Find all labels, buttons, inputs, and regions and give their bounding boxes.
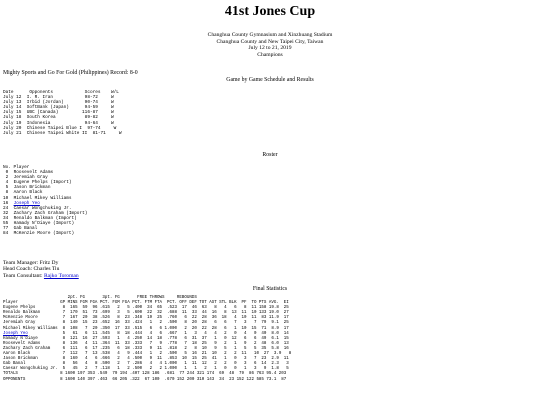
- stats-player: Eugene Phelps: [3, 306, 61, 311]
- stats-totals-row: TOTALS 8 1600 197 353 .549 79 194 .407 128 186 .681 77 244 321 174 69 48 79 86 763 95.4 203: [3, 372, 287, 377]
- stats-player: Michael Mikey Williams: [3, 326, 61, 331]
- stats-values: 8 56 4 8 .500 2 7 .286 4 4 1.000 1 11 12 2 2 0 3 6 14 2.3 3: [60, 362, 289, 367]
- stats-row: [3, 337, 289, 341]
- stats-row: [3, 352, 291, 356]
- stats-values: 5 61 6 11 .545 8 18 .444 4 6 .667 1 3 4 4 2 0 4 0 40 8.0 14: [27, 331, 289, 336]
- stats-values: 5 45 2 7 .118 1 2 .500 2 2 1.000 1 1 2 1 0 0 1 3 9 1.8 5: [60, 367, 289, 372]
- roster-player: Hamady N'Diaye (Import): [13, 221, 75, 227]
- venue-block: [0, 32, 540, 58]
- roster-player: Aaron Black: [13, 190, 43, 196]
- roster-player: Michael Mikey Williams: [13, 195, 72, 201]
- staff-block: [3, 260, 79, 279]
- stats-row: [3, 367, 289, 371]
- stats-row: [3, 306, 289, 310]
- stats-header-line: Player GP MINS FGM FGA PCT. FGM FGA PCT. FTM FTA PCT. OFF DEF TOT AST STL BLK PF TO PTS AVG. EI: [3, 301, 289, 306]
- team-consultant-label: Team Consultant:: [3, 272, 44, 279]
- roster-player: Gab Banal: [13, 226, 38, 232]
- roster-number: 2: [3, 175, 9, 181]
- stats-player: Jeremiah Gray: [3, 321, 61, 326]
- stats-row: [3, 342, 289, 346]
- stats-values: 7 170 51 73 .699 3 5 .600 22 32 .688 11 33 44 16 8 13 11 10 133 19.0 27: [60, 311, 289, 316]
- roster-number: 4: [3, 180, 9, 186]
- stats-player: Gab Banal: [3, 362, 61, 367]
- team-manager: Team Manager: Fritz Dy: [3, 260, 59, 266]
- roster-number: 8: [3, 190, 9, 196]
- stats-row: [3, 311, 289, 315]
- stats-values: 8 140 15 23 .652 16 33 .424 1 2 .500 8 20 28 6 6 7 3 7 79 9.1 25: [60, 321, 289, 326]
- roster-player: Eugene Phelps (Import): [13, 180, 72, 186]
- page-title: 41st Jones Cup: [224, 4, 316, 19]
- roster-list: [3, 165, 87, 236]
- schedule-row: July 20 Chinese Taipei Blue I 97-74 W: [3, 125, 117, 131]
- stats-row: [3, 362, 289, 366]
- schedule-row: July 13 Irbid (Jordan) 90-74 W: [3, 100, 114, 106]
- roster-player-link[interactable]: Joseph Yeo: [13, 200, 40, 206]
- roster-player: Roosevelt Adams: [13, 170, 54, 176]
- roster-player: Zachary Zach Graham (Import): [13, 210, 88, 216]
- stats-row: [3, 327, 289, 331]
- roster-player: Caesar Wongchuking Jr.: [13, 205, 72, 211]
- schedule-table: [3, 90, 122, 136]
- stats-values: 8 121 16 27 .593 1 4 .250 14 18 .778 6 31 37 1 0 12 6 6 49 6.1 15: [60, 336, 289, 341]
- stats-values: 6 111 6 17 .235 6 18 .333 9 11 .818 2 8 10 9 5 1 5 5 35 5.8 16: [60, 346, 289, 351]
- stats-opponents-row: OPPONENTS 8 1600 140 397 .463 66 205 .322 67 100 .670 152 200 310 143 34 23 152 122 585 73.1 87: [3, 377, 287, 382]
- roster-number: 77: [3, 226, 9, 232]
- venue-line: Changhua County and New Taipei City, Taiwan: [216, 38, 324, 45]
- roster-number: 32: [3, 210, 9, 216]
- stats-values: 8 108 7 20 .350 17 33 .515 6 6 1.000 2 20 22 28 6 1 10 15 71 8.9 17: [60, 326, 289, 331]
- schedule-header: Date Opponents Scores W/L: [3, 90, 119, 95]
- roster-number: 55: [3, 221, 9, 227]
- stats-values: 8 165 59 96 .615 2 5 .400 34 65 .523 17 46 63 8 4 6 8 11 158 19.8 25: [60, 306, 289, 311]
- stats-player-link[interactable]: Joseph Yeo: [3, 331, 28, 336]
- schedule-row: July 21 Chinese Taipei White II 81-71 W: [3, 130, 122, 136]
- roster-number: 0: [3, 170, 9, 176]
- stats-values: 8 160 4 6 .666 2 4 .500 9 11 .853 10 15 25 41 1 0 3 7 23 2.9 11: [60, 357, 289, 362]
- stats-player: Renaldo Balkman: [3, 311, 61, 316]
- team-consultant: [3, 273, 79, 279]
- stats-player: Caesar Wongchuking Jr.: [3, 367, 61, 372]
- venue-line: Changhua County Gymnasium and Xinzhuang Stadium: [207, 32, 333, 38]
- stats-row: [3, 321, 289, 325]
- stats-player: Hamady N'Diaye: [3, 336, 61, 341]
- stats-values: 7 167 20 38 .526 8 23 .348 19 25 .760 6 22 28 36 18 4 10 11 83 11.9 17: [60, 316, 289, 321]
- stats-player: Aaron Black: [3, 352, 61, 357]
- schedule-row: July 14 SoftBank (Japan) 94-59 W: [3, 105, 114, 111]
- roster-player: McKenzie Moore (Import): [13, 231, 75, 237]
- stats-player: Zachary Zach Graham: [3, 346, 61, 351]
- stats-row: [3, 347, 289, 351]
- stats-row: [3, 357, 289, 361]
- schedule-row: July 18 South Korea 89-82 W: [3, 115, 114, 121]
- roster-number: 5: [3, 185, 9, 191]
- roster-number: 10: [3, 195, 9, 201]
- roster-number: 16: [3, 200, 9, 206]
- schedule-row: July 12 I. R. Iran 98-72 W: [3, 95, 114, 101]
- head-coach: Head Coach: Charles Tiu: [3, 266, 60, 273]
- schedule-heading: Game by Game Schedule and Results: [226, 77, 314, 83]
- roster-player: Jeremiah Gray: [13, 175, 48, 181]
- stats-player: Jason Brickman: [3, 357, 61, 362]
- venue-line: Champions: [257, 51, 283, 58]
- venue-line: July 12 to 21, 2019: [248, 45, 292, 52]
- stats-table: [3, 296, 291, 383]
- stats-player: Roosevelt Adams: [3, 341, 61, 346]
- stats-values: 8 136 4 11 .364 11 33 .333 7 9 .778 7 18 25 9 2 1 9 2 48 6.0 13: [60, 341, 289, 346]
- roster-player: Jason Brickman: [13, 185, 51, 191]
- roster-number: 84: [3, 231, 9, 237]
- roster-header: No. Player: [3, 165, 30, 170]
- schedule-row: July 19 Indonesia 94-64 W: [3, 120, 114, 126]
- stats-values: 7 112 7 13 .538 4 9 .444 1 2 .500 5 16 21 10 2 2 11 10 27 3.9 8: [60, 352, 292, 357]
- stats-header-line: 2pt. FG 3pt. FG FREE THROWS REBOUNDS: [3, 296, 197, 300]
- roster-player: Renaldo Balkman (Import): [13, 215, 77, 221]
- record-line: Mighty Sports and Go For Gold (Philippines) Record: 8-0: [3, 70, 138, 76]
- roster-heading: Roster: [262, 152, 278, 158]
- roster-number: 24: [3, 205, 9, 211]
- stats-heading: Final Statistics: [252, 286, 288, 292]
- schedule-row: July 15 UBC (Canada) 116-87 W: [3, 110, 114, 116]
- roster-row: [3, 231, 74, 236]
- stats-row: [3, 316, 289, 320]
- team-consultant-link[interactable]: Rajko Toroman: [43, 272, 79, 279]
- stats-player: McKenzie Moore: [3, 316, 61, 321]
- stats-row: [3, 332, 289, 336]
- roster-number: 34: [3, 215, 9, 221]
